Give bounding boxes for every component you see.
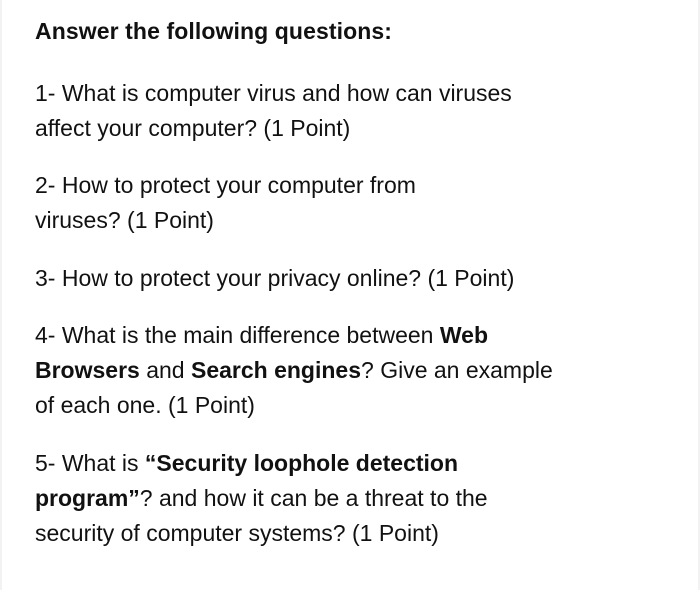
question-5-line-1-text: 5- What is bbox=[35, 450, 145, 476]
question-4-line-3: of each one. (1 Point) bbox=[35, 392, 255, 418]
question-5-term-bold: “Security loophole detection bbox=[144, 450, 459, 476]
question-4-search-engines-bold: Search engines bbox=[190, 357, 362, 383]
question-5-line-1 bbox=[35, 446, 488, 481]
question-5-line-3: security of computer systems? (1 Point) bbox=[35, 520, 439, 546]
question-5-line-2 bbox=[35, 481, 488, 516]
question-5-program-bold: program” bbox=[35, 485, 140, 511]
question-4-example-text: ? Give an example bbox=[361, 357, 553, 383]
question-2-line-2: viruses? (1 Point) bbox=[35, 207, 214, 233]
question-5 bbox=[35, 446, 488, 551]
question-3 bbox=[35, 261, 514, 296]
left-edge-shadow bbox=[0, 0, 2, 590]
question-1-line-1: 1- What is computer virus and how can viruses bbox=[35, 80, 512, 106]
question-4-line-1 bbox=[35, 318, 553, 353]
question-1 bbox=[35, 76, 512, 146]
question-4-web-bold: Web bbox=[439, 322, 488, 348]
question-3-line-1: 3- How to protect your privacy online? (1 Point) bbox=[35, 265, 515, 291]
question-2 bbox=[35, 168, 416, 238]
question-4-browsers-bold: Browsers bbox=[35, 357, 140, 383]
question-4-line-2 bbox=[35, 353, 553, 388]
question-4 bbox=[35, 318, 553, 423]
question-5-line-2-text: ? and how it can be a threat to the bbox=[139, 485, 488, 511]
question-4-line-1-text: 4- What is the main difference between bbox=[35, 322, 440, 348]
question-4-and-text: and bbox=[139, 357, 191, 383]
page-heading: Answer the following questions: bbox=[35, 18, 393, 44]
question-2-line-1: 2- How to protect your computer from bbox=[35, 172, 416, 198]
question-1-line-2: affect your computer? (1 Point) bbox=[35, 115, 351, 141]
